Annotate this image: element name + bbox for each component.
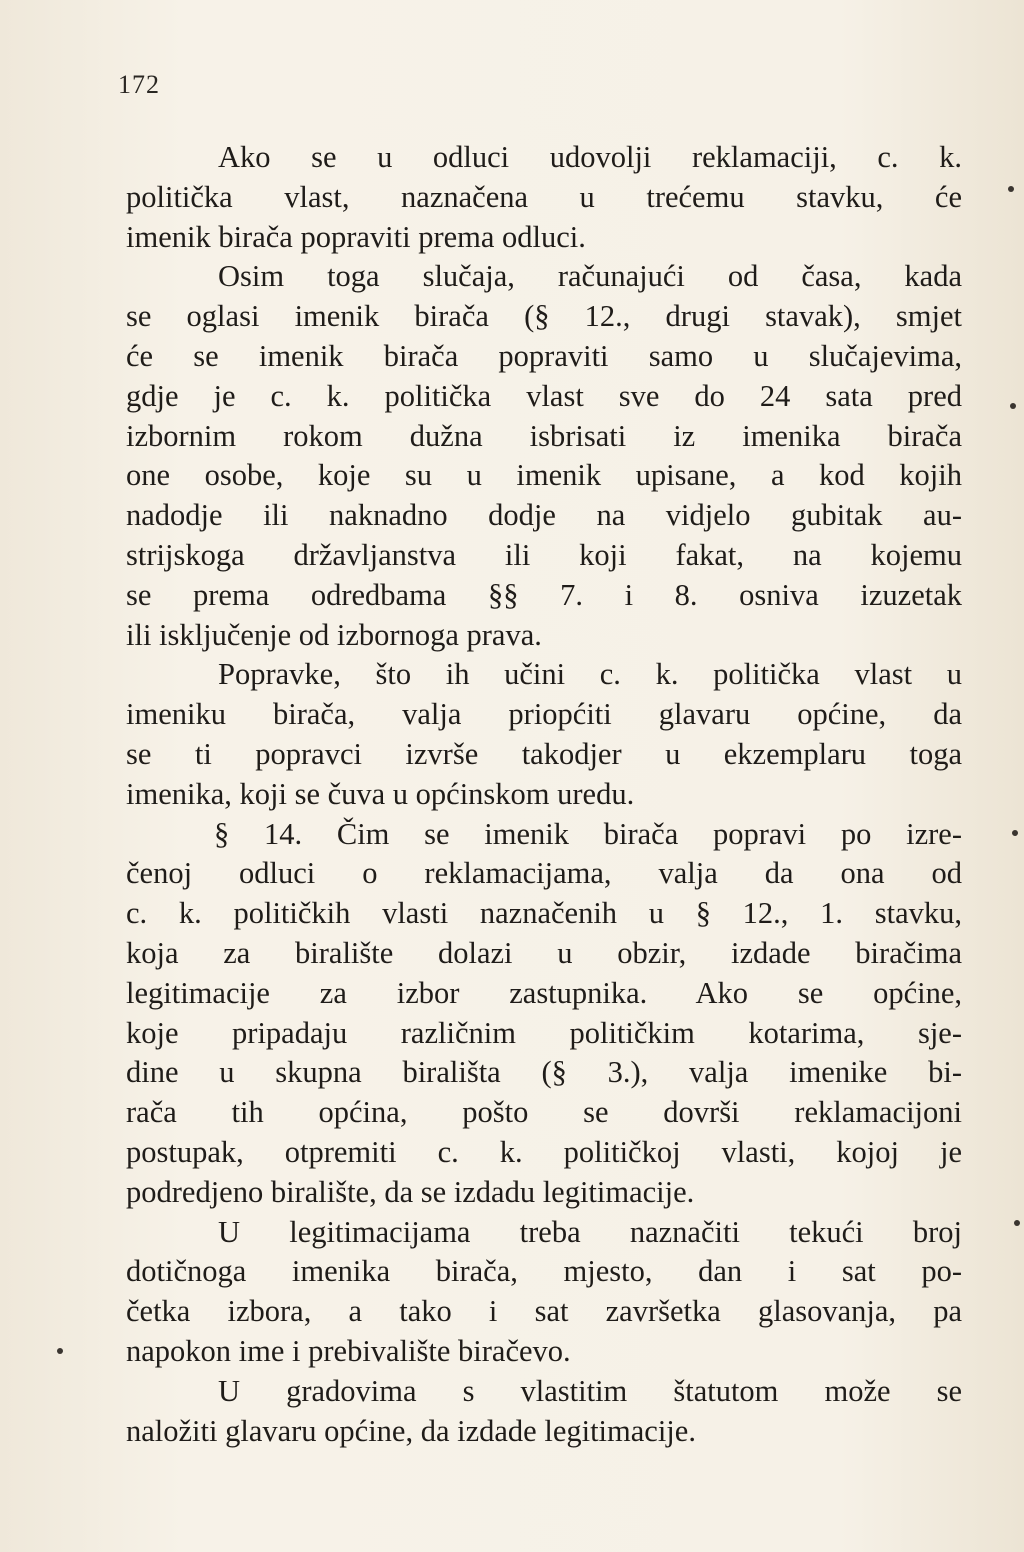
margin-mark xyxy=(1012,830,1018,836)
text-line: politička vlast, naznačena u trećemu stavku, će xyxy=(126,179,962,214)
text-line: se oglasi imenik birača (§ 12., drugi stavak), smjet xyxy=(126,299,962,334)
text-line: c. k. političkih vlasti naznačenih u § 12., 1. stavku, xyxy=(126,896,962,931)
text-line: one osobe, koje su u imenik upisane, a kod kojih xyxy=(126,458,962,493)
margin-mark xyxy=(57,1348,63,1354)
text-line: se ti popravci izvrše takodjer u ekzemplaru toga xyxy=(126,736,962,771)
text-line: Osim toga slučaja, računajući od časa, kada xyxy=(218,259,962,294)
text-line: naložiti glavaru općine, da izdade legitimacije. xyxy=(126,1413,696,1448)
text-line: strijskoga državljanstva ili koji fakat, na kojemu xyxy=(126,537,962,572)
text-line: koje pripadaju različnim političkim kotarima, sje- xyxy=(126,1015,962,1050)
text-line: imenik birača popraviti prema odluci. xyxy=(126,219,586,254)
text-line: Ako se u odluci udovolji reklamaciji, c. k. xyxy=(218,140,962,174)
text-line: rača tih općina, pošto se dovrši reklamacijoni xyxy=(126,1095,962,1130)
text-line: nadodje ili naknadno dodje na vidjelo gubitak au- xyxy=(126,498,962,533)
text-line: ili isključenje od izbornoga prava. xyxy=(126,617,542,652)
text-line: izbornim rokom dužna isbrisati iz imenika birača xyxy=(126,418,962,453)
text-line: postupak, otpremiti c. k. političkoj vlasti, kojoj je xyxy=(126,1134,962,1169)
text-line: čenoj odluci o reklamacijama, valja da ona od xyxy=(126,856,962,891)
page-number: 172 xyxy=(118,70,160,99)
text-line: imeniku birača, valja priopćiti glavaru općine, da xyxy=(126,697,962,732)
text-line: će se imenik birača popraviti samo u slučajevima, xyxy=(126,338,962,373)
margin-mark xyxy=(1014,1220,1020,1226)
margin-mark xyxy=(1010,403,1016,409)
text-line: se prema odredbama §§ 7. i 8. osniva izuzetak xyxy=(126,577,962,612)
text-line: imenika, koji se čuva u općinskom uredu. xyxy=(126,776,635,811)
text-line: podredjeno biralište, da se izdadu legitimacije. xyxy=(126,1174,695,1209)
section-heading-line: § 14. Čim se imenik birača popravi po izre- xyxy=(214,816,962,851)
text-line: napokon ime i prebivalište biračevo. xyxy=(126,1333,571,1368)
margin-mark xyxy=(1008,186,1014,192)
text-line: U gradovima s vlastitim štatutom može se xyxy=(218,1373,962,1408)
text-line: koja za biralište dolazi u obzir, izdade biračima xyxy=(126,935,962,970)
text-line: U legitimacijama treba naznačiti tekući broj xyxy=(218,1214,962,1249)
body-text xyxy=(126,138,962,1451)
text-line: gdje je c. k. politička vlast sve do 24 sata pred xyxy=(126,378,962,413)
text-line: legitimacije za izbor zastupnika. Ako se općine, xyxy=(126,975,962,1010)
text-line: Popravke, što ih učini c. k. politička vlast u xyxy=(218,657,962,692)
text-line: dotičnoga imenika birača, mjesto, dan i sat po- xyxy=(126,1254,962,1289)
text-line: dine u skupna birališta (§ 3.), valja imenike bi- xyxy=(126,1055,962,1090)
text-line: četka izbora, a tako i sat završetka glasovanja, pa xyxy=(126,1294,962,1329)
